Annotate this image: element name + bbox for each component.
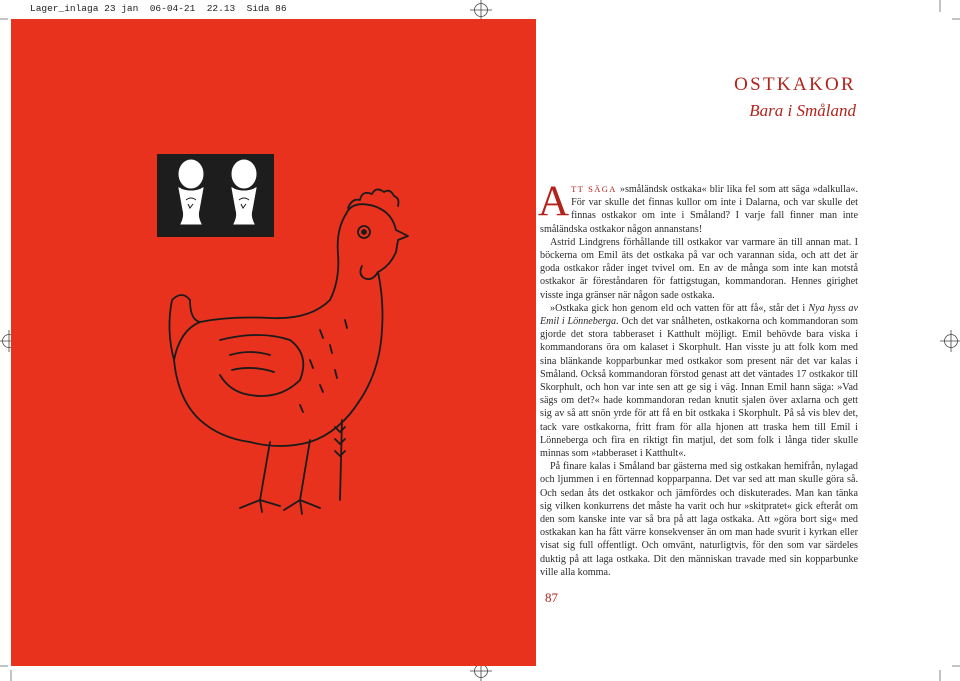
paragraph-3 [540, 302, 858, 460]
printer-slug: Lager_inlaga 23 jan 06-04-21 22.13 Sida 86 [30, 3, 287, 14]
chapter-title: OSTKAKOR [734, 74, 856, 95]
body-text [538, 178, 859, 579]
paragraph-3-text-a: »Ostkaka gick hon genom eld och vatten för att få«, står det i [550, 302, 809, 314]
hen-drawing-icon [160, 170, 430, 655]
book-title: Nya hyss av Emil i Lönneberga [540, 302, 858, 328]
drop-cap: A [538, 178, 570, 225]
lead-small-caps: TT SÄGA [571, 184, 617, 194]
paragraph-2: Astrid Lindgrens förhållande till ostkakor var varmare än till annan mat. I böckerna om Emil äts det ostkaka på var och varannan sida, och att det är goda ostkakor råder inget tvivel om. En av de många som inte kan motstå ostkakor är föreståndaren för fattigstugan, kommandoran. Hennes girighet visste inga gränser när någon sade ostkaka. [540, 236, 858, 301]
paragraph-4: På finare kalas i Småland bar gästerna med sig ostkakan hemifrån, nylagad och ljummen i en förtennad kopparpanna. Det var sed att man skulle göra så. Och sedan åts det ostkakor och jämfördes och diskuterades. Man kan tänka sig vilken konkurrens det måste ha varit och hur »skitpratet« gick efteråt om den som kanske inte var så bra på att laga ostkaka. Att »göra bort sig« med ostkakan kan ha fått värre konsekvenser än om man hade svurit i kyrkan eller visat sig full offentligt. Och omvänt, naturligtvis, för den som var särdeles duktig på att laga ostkaka. Dit den människan travade med sin kopparbunke ville alla komma. [540, 461, 858, 578]
paragraph-3-text-b: . Och det var snålheten, ostkakorna och kommandoran som gjorde det stora tabberaset i Katthult möjligt. Emil behövde bara viska i kommandorans öra om kalaset i Skorphult. Han visste ju att folk kom med sina blänkande kopparbunkar med ostkakor som present när det var kalas i Småland. Också kommandoran förstod genast att det väntades 17 ostkakor till Skorphult, och hon var inte sen att ge sig i väg. Innan Emil hann säga: »Vad sägs om det?« hade kommandoran redan knutit sjalen över axlarna och gett sig av så att snön yrde för att få en bit ostkaka i Skorphult. På så vis blev det, tack vare ostkakorna, fritt fram för alla hjonen att traska hem till Emil i Lönneberga och fira en riktigt fin matjul, det som folk i långa tider skulle minnas som »tabberaset i Katthult«. [540, 316, 859, 460]
chapter-subtitle: Bara i Småland [749, 101, 856, 120]
paragraph-1-text: »småländsk ostkaka« blir lika fel som att säga »dalkulla«. För var skulle det finnas kullor om inte i Dalarna, och var skulle det finnas ostkakor om inte i Småland? I varje fall finner man inte småländska ostkakor någon annanstans! [540, 184, 859, 235]
paragraph-1 [538, 178, 859, 236]
page-number: 87 [545, 590, 558, 605]
